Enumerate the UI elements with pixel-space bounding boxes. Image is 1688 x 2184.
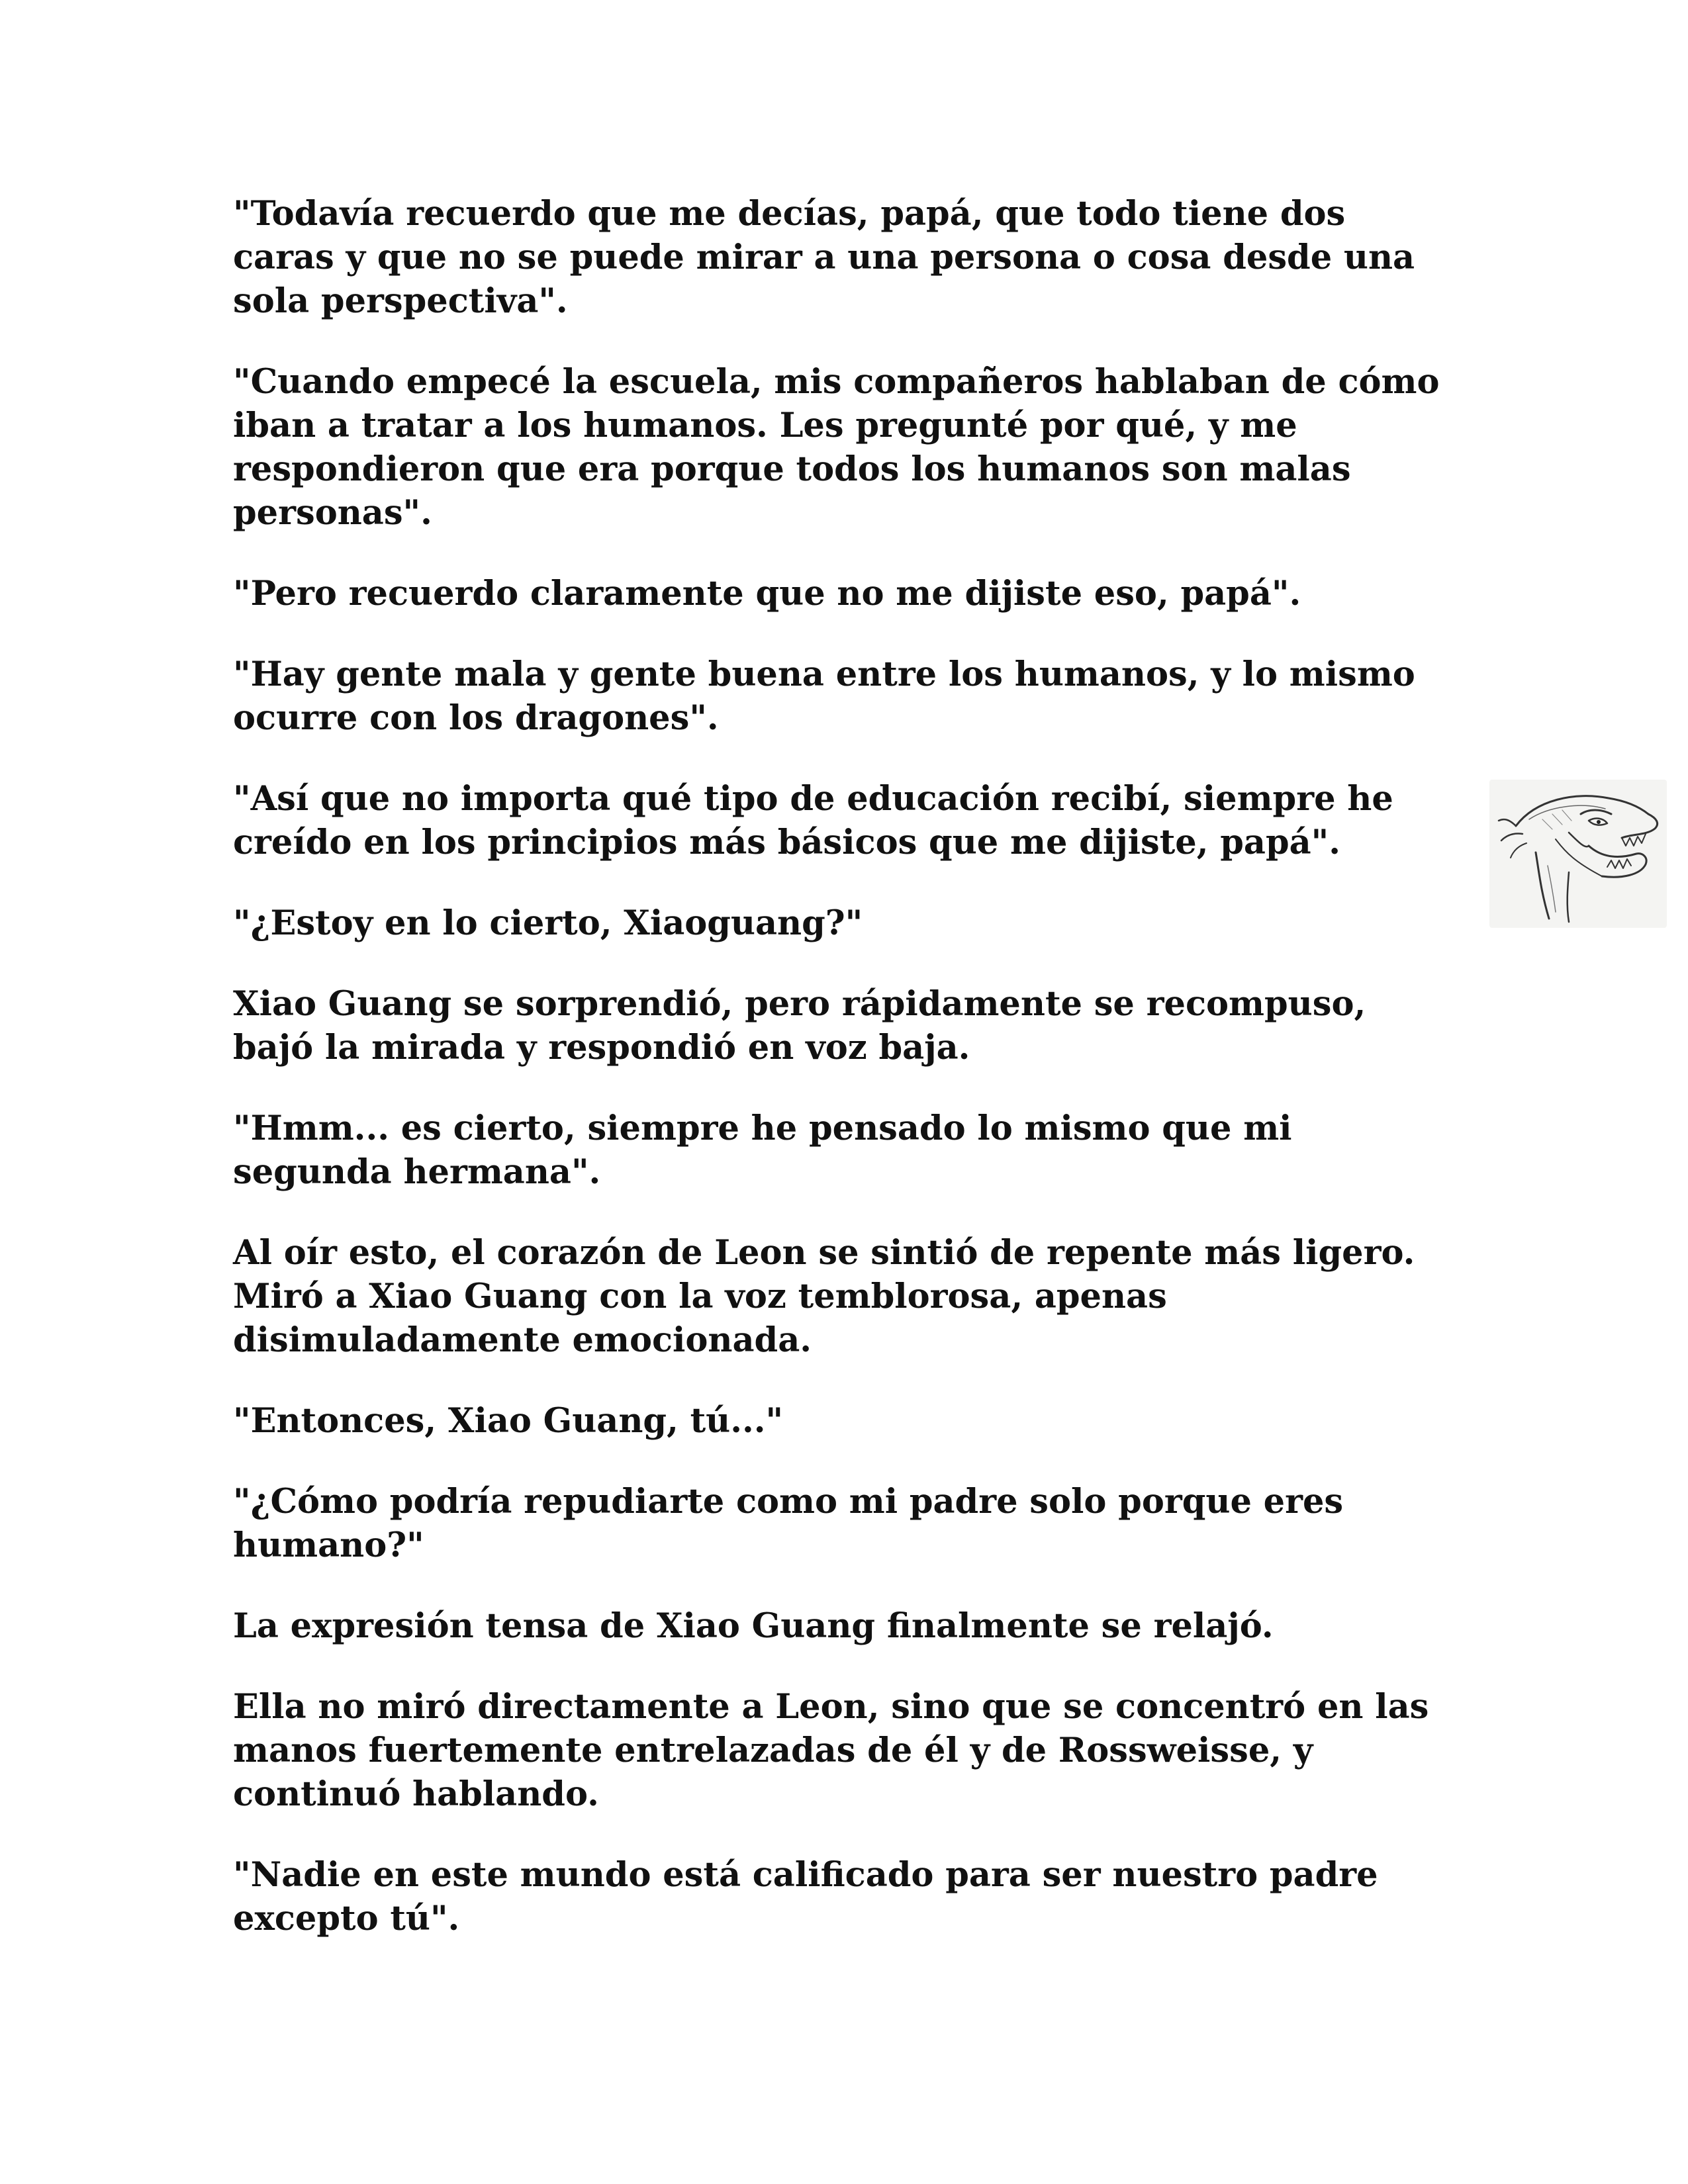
paragraph: La expresión tensa de Xiao Guang finalmente se relajó. [233, 1606, 1274, 1646]
paragraph: Al oír esto, el corazón de Leon se sintió de repente más ligero. Miró a Xiao Guang con la voz temblorosa, apenas disimuladamente emocionada. [233, 1233, 1415, 1360]
paragraph: "Entonces, Xiao Guang, tú..." [233, 1401, 784, 1441]
paragraph: "Hmm... es cierto, siempre he pensado lo mismo que mi segunda hermana". [233, 1109, 1292, 1192]
paragraph: "Hay gente mala y gente buena entre los humanos, y lo mismo ocurre con los dragones". [233, 655, 1415, 738]
story-text [233, 192, 1491, 1978]
paragraph: "¿Estoy en lo cierto, Xiaoguang?" [233, 903, 863, 943]
paragraph: "Cuando empecé la escuela, mis compañeros hablaban de cómo iban a tratar a los humanos. Les pregunté por qué, y me respondieron que era porque todos los humanos son malas personas". [233, 362, 1440, 533]
paragraph: "¿Cómo podría repudiarte como mi padre solo porque eres humano?" [233, 1482, 1344, 1565]
paragraph: Ella no miró directamente a Leon, sino que se concentró en las manos fuertemente entrelazadas de él y de Rossweisse, y continuó hablando. [233, 1687, 1429, 1814]
dragon-head-sketch-icon [1489, 780, 1667, 928]
paragraph: Xiao Guang se sorprendió, pero rápidamente se recompuso, bajó la mirada y respondió en voz baja. [233, 984, 1366, 1068]
paragraph: "Nadie en este mundo está calificado para ser nuestro padre excepto tú". [233, 1855, 1378, 1938]
paragraph: "Pero recuerdo claramente que no me dijiste eso, papá". [233, 574, 1301, 614]
paragraph: "Así que no importa qué tipo de educación recibí, siempre he creído en los principios más básicos que me dijiste, papá". [233, 779, 1393, 862]
paragraph: "Todavía recuerdo que me decías, papá, que todo tiene dos caras y que no se puede mirar a una persona o cosa desde una sola perspectiva". [233, 194, 1415, 321]
